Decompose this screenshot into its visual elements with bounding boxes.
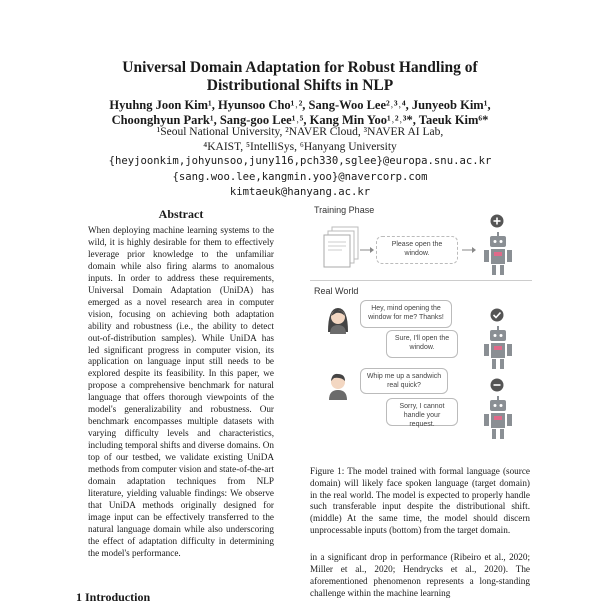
affil-line-2: ⁴KAIST, ⁵IntelliSys, ⁶Hanyang University	[203, 140, 397, 153]
title-line-2: Distributional Shifts in NLP	[206, 77, 394, 94]
arrow-icon	[462, 246, 476, 254]
abstract-heading: Abstract	[158, 207, 204, 221]
query-bubble-2: Whip me up a sandwich real quick?	[360, 368, 448, 394]
robot-icon	[482, 232, 514, 276]
authors-line-2: Choonghyun Park¹, Sang-goo Lee¹˒⁵, Kang Min Yoo¹˒²˒³*, Taeuk Kim⁶*	[111, 113, 489, 127]
training-phase-label: Training Phase	[314, 205, 375, 215]
email-line-3: kimtaeuk@hanyang.ac.kr	[229, 186, 371, 198]
author-list	[0, 98, 600, 128]
answer-bubble-1: Sure, I'll open the window.	[386, 330, 458, 358]
figure-caption: Figure 1: The model trained with formal language (source domain) will likely face spoken language (target domain) in the real world. The model is expected to properly handle such transferable input despite the distributional shift. (middle) At the same time, the model should discern unprocessable inputs (bottom) from the target domain.	[310, 466, 530, 535]
arrow-icon	[360, 246, 374, 254]
email-line-1: {heyjoonkim,johyunsoo,juny116,pch330,sglee}@europa.snu.ac.kr	[108, 155, 492, 167]
affiliations	[0, 125, 600, 201]
figure-divider	[310, 280, 532, 281]
person-man-icon	[324, 370, 352, 400]
person-woman-icon	[324, 304, 352, 334]
paper-title	[0, 59, 600, 95]
minus-icon	[490, 378, 504, 392]
robot-icon	[482, 326, 514, 370]
authors-line-1: Hyuhng Joon Kim¹, Hyunsoo Cho¹˒², Sang-Woo Lee²˒³˒⁴, Junyeob Kim¹,	[109, 98, 491, 112]
robot-icon	[482, 396, 514, 440]
document-stack-icon	[322, 226, 362, 270]
plus-icon	[490, 214, 504, 228]
check-icon	[490, 308, 504, 322]
abstract-text: When deploying machine learning systems to the wild, it is highly desirable for them to effectively leverage prior knowledge to the unfamiliar domain while also firing alarms to anomalous inputs. In order to address these requirements, Universal Domain Adaptation (UniDA) has emerged as a novel research area in computer vision, focusing on achieving both adaptation ability and robustness (i.e., the ability to detect out-of-distribution samples). While UniDA has led significant progress in computer vision, its application on language input still needs to be explored despite its feasibility. In this paper, we propose a comprehensive benchmark for natural language that offers thorough viewpoints of the model's generalizability and robustness. Our benchmark encompasses multiple datasets with varying difficulty levels and characteristics, including temporal shifts and diverse domains. On top of our testbed, we validate existing UniDA methods from computer vision and state-of-the-art domain adaptation techniques from NLP literature, yielding valuable findings: We observe that UniDA methods originally designed for image input can be effectively transferred to the natural language domain while also underscoring the effect of adaptation difficulty in determining the model's performance.	[88, 225, 274, 558]
answer-bubble-2: Sorry, I cannot handle your request.	[386, 398, 458, 426]
query-bubble-1: Hey, mind opening the window for me? Thanks!	[360, 300, 452, 328]
email-line-2: {sang.woo.lee,kangmin.yoo}@navercorp.com	[172, 170, 428, 183]
section-heading: 1 Introduction	[76, 590, 151, 604]
training-bubble: Please open the window.	[376, 236, 458, 264]
title-line-1: Universal Domain Adaptation for Robust Handling of	[122, 59, 478, 76]
body-text-right: in a significant drop in performance (Ribeiro et al., 2020; Miller et al., 2020; Hendrycks et al., 2020). The aforementioned phenomenon represents a long-standing challenge within the machine learning	[310, 552, 530, 598]
affil-line-1: ¹Seoul National University, ²NAVER Cloud, ³NAVER AI Lab,	[156, 126, 444, 138]
figure-1	[310, 200, 532, 455]
real-world-label: Real World	[314, 286, 359, 296]
